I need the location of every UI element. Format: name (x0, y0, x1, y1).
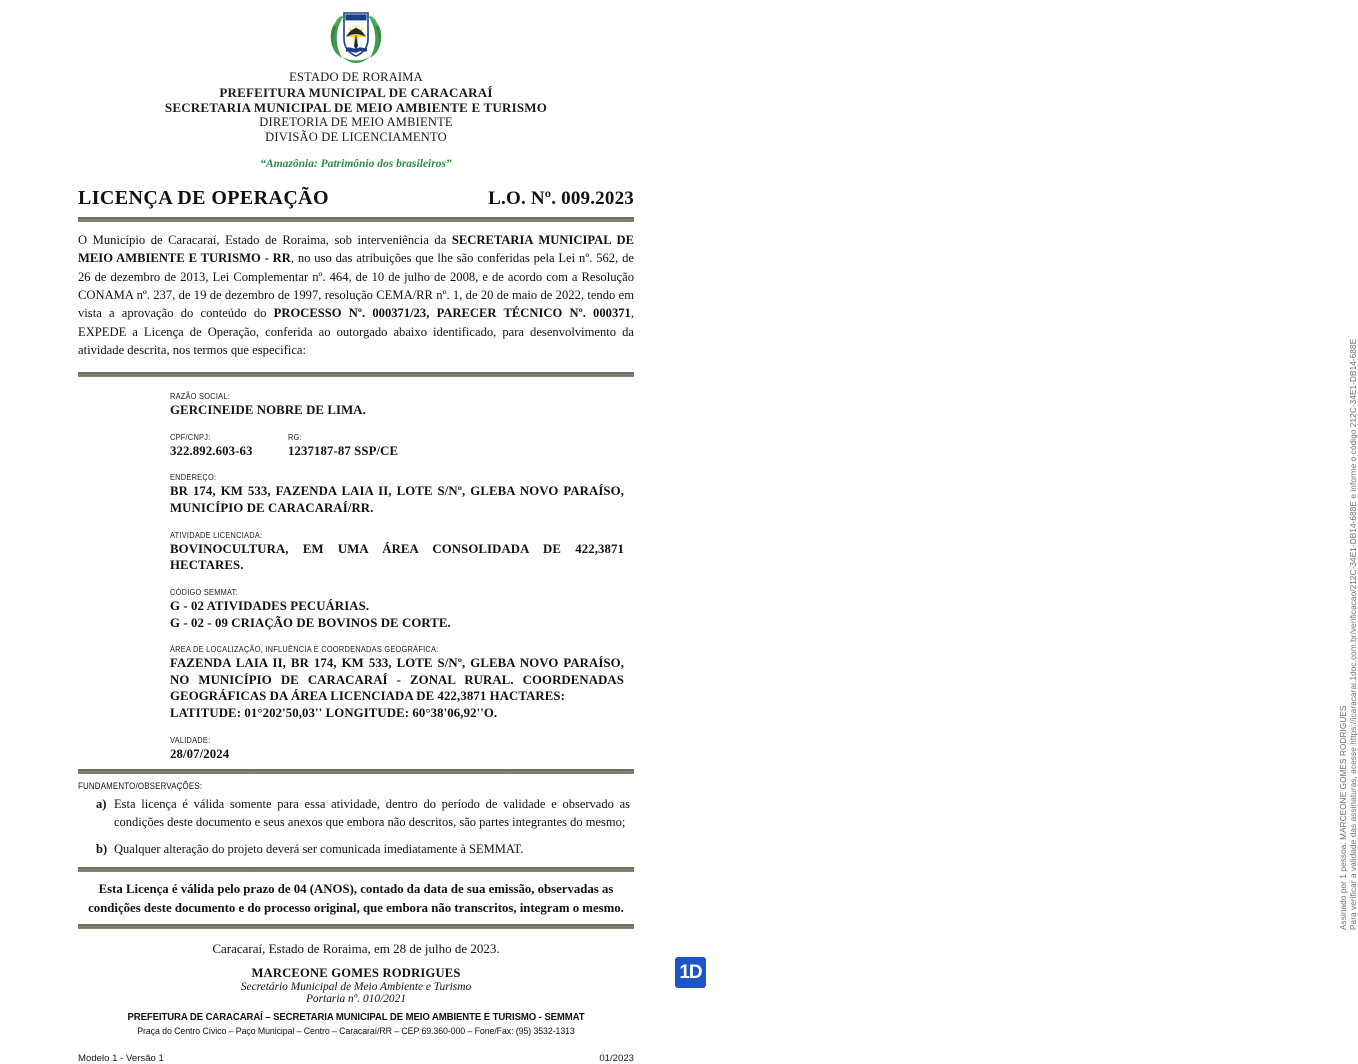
onedoc-logo-icon (675, 957, 706, 988)
field-label-endereco: ENDEREÇO: (170, 472, 217, 483)
list-item (78, 840, 634, 858)
field-value-atividade: BOVINOCULTURA, EM UMA ÁREA CONSOLIDADA DE 422,3871 HECTARES. (170, 541, 624, 573)
list-item (78, 795, 634, 831)
field-value-endereco: BR 174, KM 533, FAZENDA LAIA II, LOTE S/Nº, GLEBA NOVO PARAÍSO, MUNICÍPIO DE CARACARAÍ/RR. (170, 484, 624, 515)
onedoc-logo-text: 1D (679, 962, 702, 983)
crest-container (78, 0, 634, 68)
field-value-cpf: 322.892.603-63 (170, 443, 253, 458)
field-value-validade: 28/07/2024 (170, 746, 230, 761)
field-label-rg: RG: (288, 431, 302, 442)
signature-portaria: Portaria nº. 010/2021 (305, 993, 407, 1006)
field-codigo-semmat (170, 587, 624, 631)
intro-part-3: , EXPEDE a Licença de Operação, conferida ao outorgado abaixo identificado, para desenvolvimento da atividade descrita, nos termos que especifica: (78, 306, 634, 358)
observation-marker: a) (96, 797, 107, 812)
field-cpf-rg (170, 432, 624, 460)
intro-bold-process: PROCESSO Nº. 000371/23, PARECER TÉCNICO Nº. 000371 (273, 306, 631, 321)
field-area-localizacao (170, 644, 624, 722)
coat-of-arms-roraima-icon (324, 6, 388, 68)
field-value-razao-social: GERCINEIDE NOBRE DE LIMA. (170, 403, 366, 418)
field-value-codigo-2: G - 02 - 09 CRIAÇÃO DE BOVINOS DE CORTE. (170, 615, 451, 630)
document-title-row (78, 187, 634, 210)
field-razao-social (170, 391, 624, 419)
field-label-cpf: CPF/CNPJ: (170, 431, 211, 442)
field-endereco (170, 472, 624, 516)
footer-model: Modelo 1 - Versão 1 (78, 1053, 164, 1064)
field-label-codigo: CÓDIGO SEMMAT: (170, 586, 238, 597)
footer-issue: 01/2023 (599, 1053, 634, 1064)
org-line-division: DIVISÃO DE LICENCIAMENTO (265, 130, 447, 145)
footer-organization: PREFEITURA DE CARACARAÍ – SECRETARIA MUNICIPAL DE MEIO AMBIENTE E TURISMO - SEMMAT (127, 1012, 585, 1024)
motto-text: “Amazônia: Patrimônio dos brasileiros” (260, 157, 452, 170)
footer-address: Praça do Centro Cívico – Paço Municipal – Centro – Caracaraí/RR – CEP 69.360-000 – Fone/Fax: (95) 3532-1313 (137, 1025, 575, 1037)
digital-signature-strip (661, 0, 1358, 1000)
signature-strip-line-2: Para verificar a validade das assinaturas, acesse https://icaracarai.1doc.com.br/verificacao/212C-34E1-DB14-688E e informe o código 212C-34E1-DB14-688E (1349, 338, 1358, 930)
field-label-validade: VALIDADE: (170, 734, 211, 745)
observations-list (78, 795, 634, 858)
field-label-area: ÁREA DE LOCALIZAÇÃO, INFLUÊNCIA E COORDENADAS GEOGRÁFICA: (170, 644, 439, 655)
intro-paragraph (78, 231, 634, 360)
validity-statement: Esta Licença é válida pelo prazo de 04 (ANOS), contado da data de sua emissão, observadas as condições deste documento e do processo original, que embora não transcritos, integram o mesmo. (88, 882, 624, 915)
divider-top (78, 217, 634, 222)
field-values-row (170, 443, 624, 460)
field-atividade (170, 530, 624, 574)
org-line-state: ESTADO DE RORAIMA (289, 70, 423, 84)
page-title: LICENÇA DE OPERAÇÃO (78, 186, 329, 209)
signature-strip-line-1: Assinado por 1 pessoa: MARCEONE GOMES RODRIGUES (1339, 705, 1348, 930)
signature-name: MARCEONE GOMES RODRIGUES (251, 966, 461, 981)
field-value-coordinates: LATITUDE: 01°202'50,03'' LONGITUDE: 60°38'06,92''O. (170, 706, 498, 720)
signature-place-date: Caracaraí, Estado de Roraima, em 28 de julho de 2023. (212, 941, 500, 957)
license-number: L.O. Nº. 009.2023 (488, 187, 634, 209)
document-content (78, 0, 634, 1064)
field-label-razao-social: RAZÃO SOCIAL: (170, 391, 231, 402)
field-validade (170, 735, 624, 763)
observations-title: FUNDAMENTO/OBSERVAÇÕES: (78, 781, 203, 792)
field-label-atividade: ATIVIDADE LICENCIADA: (170, 529, 263, 540)
license-fields (78, 391, 634, 762)
field-labels-row (170, 432, 624, 443)
intro-bold-secretariat: SECRETARIA MUNICIPAL DE MEIO AMBIENTE E TURISMO - RR (78, 232, 634, 266)
observation-text: Esta licença é válida somente para essa atividade, dentro do período de validade e observado as condições deste documento e seus anexos que embora não descritos, são partes integrantes do mesmo; (114, 797, 630, 830)
org-line-municipality: PREFEITURA MUNICIPAL DE CARACARAÍ (219, 84, 493, 100)
observation-text: Qualquer alteração do projeto deverá ser comunicada imediatamente à SEMMAT. (114, 842, 524, 857)
divider-after-observations (78, 867, 634, 872)
organization-header (78, 70, 634, 145)
footer-meta (78, 1053, 634, 1064)
org-line-secretariat: SECRETARIA MUNICIPAL DE MEIO AMBIENTE E TURISMO (164, 100, 548, 116)
divider-before-observations (78, 769, 634, 774)
field-value-area: FAZENDA LAIA II, BR 174, KM 533, LOTE S/Nº, GLEBA NOVO PARAÍSO, NO MUNICÍPIO DE CARACARAÍ - ZONAL RURAL. COORDENADAS GEOGRÁFICAS DA ÁREA LICENCIADA DE 422,3871 HACTARES: (170, 656, 624, 704)
intro-part-2: , no uso das atribuições que lhe são conferidas pela Lei nº. 562, de 26 de dezembro de 2013, Lei Complementar nº. 464, de 10 de julho de 2008, e de acordo com a Resolução CONAMA nº. 237, de 19 de dezembro de 1997, resolução CEMA/RR nº. 1, de 20 de maio de 2022, tendo em vista a aprovação do conteúdo do (78, 251, 634, 321)
field-value-rg: 1237187-87 SSP/CE (288, 443, 399, 458)
observation-marker: b) (96, 842, 108, 857)
signature-block (78, 941, 634, 1005)
divider-after-intro (78, 372, 634, 377)
field-value-codigo-1: G - 02 ATIVIDADES PECUÁRIAS. (170, 598, 370, 613)
org-line-directorate: DIRETORIA DE MEIO AMBIENTE (259, 115, 453, 130)
signature-role: Secretário Municipal de Meio Ambiente e Turismo (240, 981, 472, 994)
intro-part-1: O Município de Caracaraí, Estado de Roraima, sob interveniência da (78, 232, 452, 247)
divider-before-signature (78, 924, 634, 929)
